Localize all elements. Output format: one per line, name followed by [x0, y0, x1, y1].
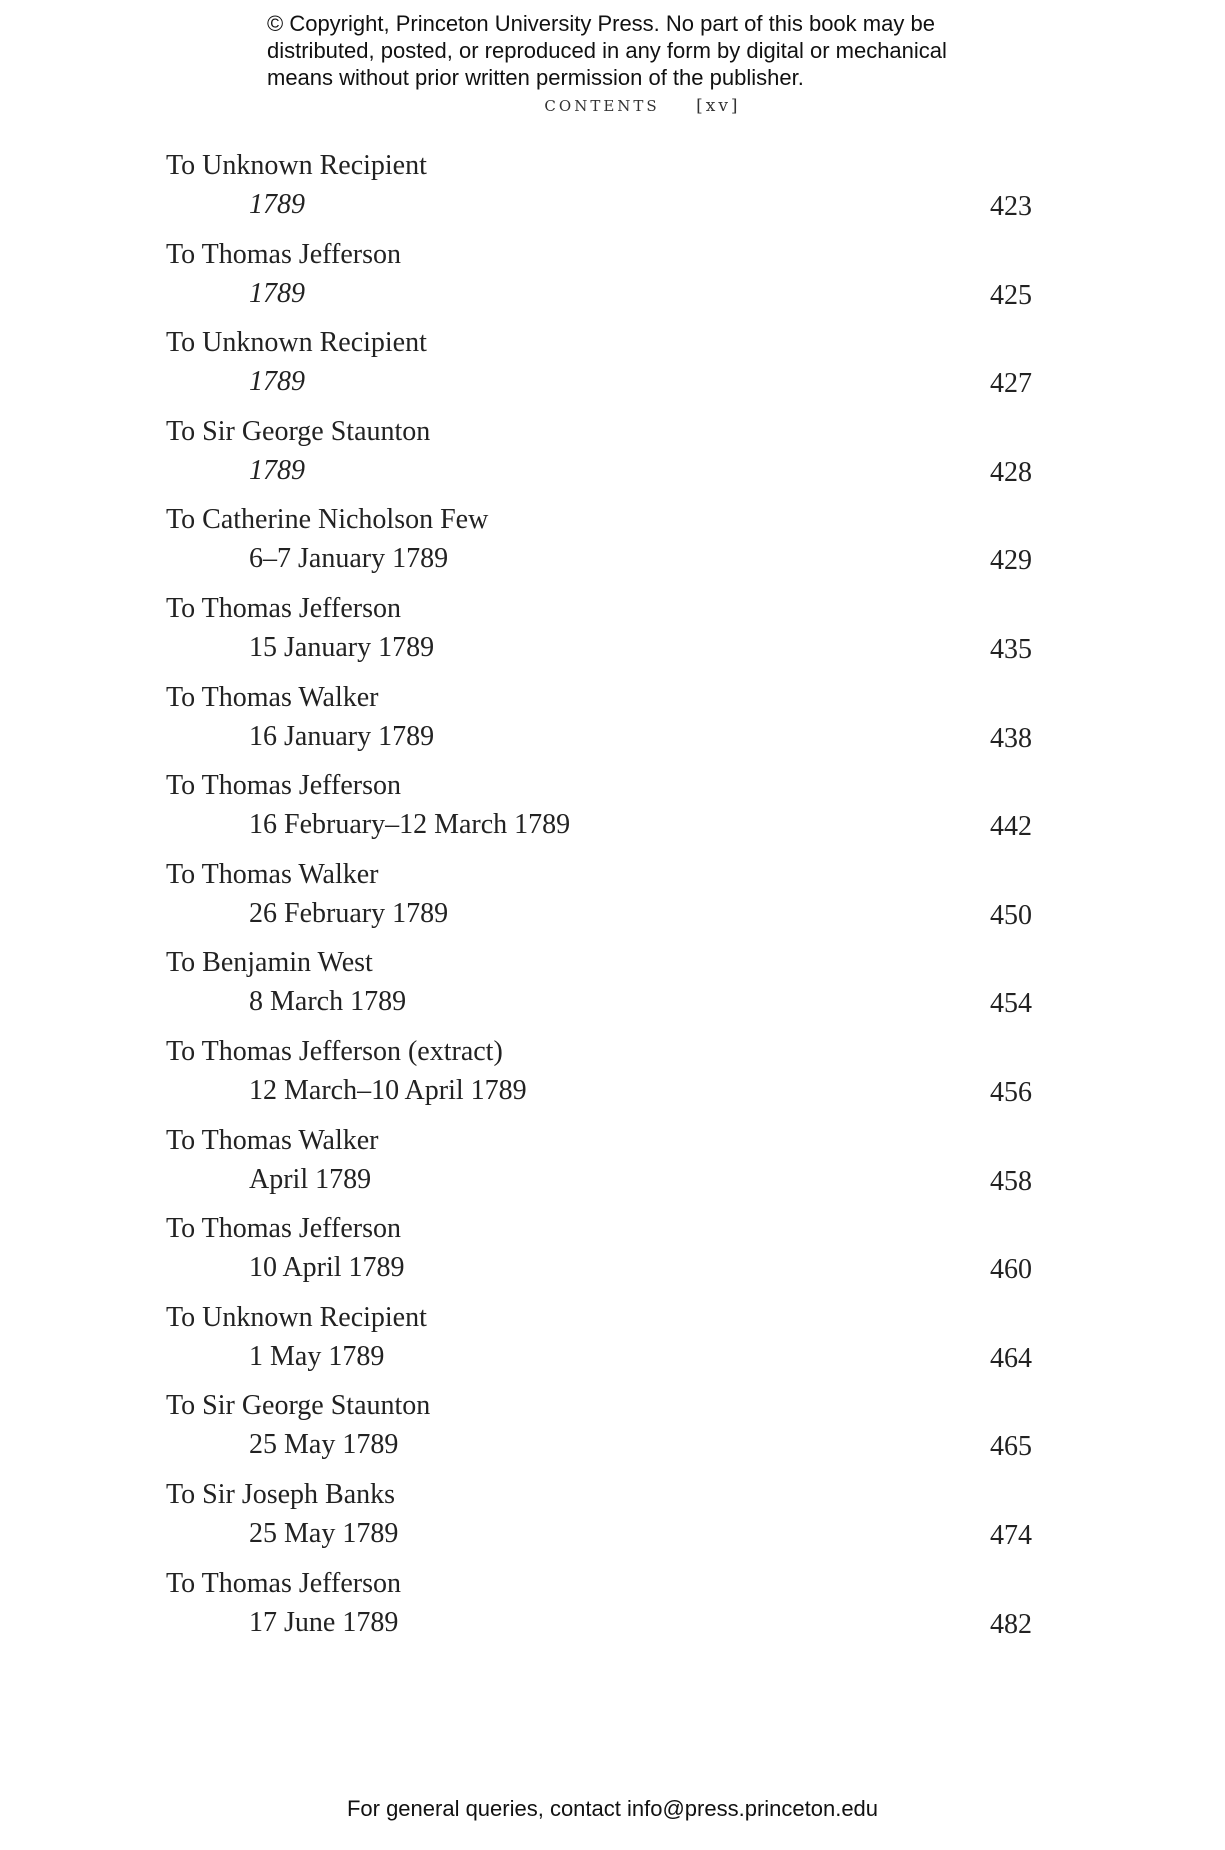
entry-date: 17 June 1789	[249, 1606, 399, 1638]
entry-recipient: To Sir George Staunton	[166, 415, 431, 447]
entry-page-number: 458	[990, 1165, 1032, 1197]
entry-recipient: To Thomas Jefferson (extract)	[166, 1035, 503, 1067]
toc-entry	[166, 235, 1032, 324]
toc-entry	[166, 1298, 1032, 1387]
running-head-title: CONTENTS	[544, 97, 660, 115]
entry-page-number: 438	[990, 722, 1032, 754]
running-head	[0, 96, 1225, 116]
entry-recipient: To Thomas Walker	[166, 858, 379, 890]
entry-date: 8 March 1789	[249, 986, 407, 1018]
running-head-page-number: [xv]	[696, 96, 741, 116]
toc-entry	[166, 323, 1032, 412]
entry-date: 1789	[249, 454, 305, 486]
copyright-notice	[267, 10, 1007, 91]
footer-contact: For general queries, contact info@press.princeton.edu	[346, 1796, 879, 1821]
entry-recipient: To Thomas Walker	[166, 681, 379, 713]
toc-entry	[166, 1475, 1032, 1564]
entry-recipient: To Thomas Jefferson	[166, 238, 401, 270]
entry-page-number: 423	[990, 191, 1032, 222]
entry-date: April 1789	[249, 1163, 372, 1195]
toc-entry	[166, 412, 1032, 501]
toc-entry	[166, 766, 1032, 855]
toc-entry	[166, 146, 1032, 235]
toc-entry	[166, 1564, 1032, 1653]
entry-recipient: To Thomas Jefferson	[166, 770, 401, 802]
copyright-line: distributed, posted, or reproduced in any form by digital or mechanical	[267, 38, 947, 63]
entry-page-number: 450	[990, 899, 1032, 931]
entry-recipient: To Sir Joseph Banks	[166, 1478, 396, 1510]
toc-entry	[166, 678, 1032, 767]
copyright-line: © Copyright, Princeton University Press. No part of this book may be	[267, 11, 935, 36]
entry-page-number: 460	[990, 1254, 1032, 1286]
entry-recipient: To Benjamin West	[166, 947, 373, 979]
entry-date: 16 January 1789	[249, 720, 435, 752]
entry-date: 12 March–10 April 1789	[249, 1074, 527, 1106]
entry-date: 25 May 1789	[249, 1517, 399, 1549]
entry-recipient: To Unknown Recipient	[166, 327, 427, 359]
entry-date: 25 May 1789	[249, 1429, 399, 1461]
entry-page-number: 474	[990, 1519, 1032, 1551]
entry-recipient: To Thomas Jefferson	[166, 1213, 401, 1245]
entry-page-number: 464	[990, 1342, 1032, 1374]
entry-date: 10 April 1789	[249, 1252, 405, 1284]
entry-recipient: To Catherine Nicholson Few	[166, 504, 489, 536]
toc-entry	[166, 1032, 1032, 1121]
entry-page-number: 427	[990, 368, 1032, 400]
entry-date: 6–7 January 1789	[249, 543, 449, 575]
toc-entry	[166, 500, 1032, 589]
entry-date: 26 February 1789	[249, 897, 449, 929]
entry-date: 1 May 1789	[249, 1340, 385, 1372]
entry-page-number: 429	[990, 545, 1032, 577]
entry-page-number: 456	[990, 1076, 1032, 1108]
entry-recipient: To Thomas Jefferson	[166, 1567, 401, 1599]
toc-entry	[166, 589, 1032, 678]
table-of-contents	[166, 146, 1032, 1652]
entry-recipient: To Thomas Walker	[166, 1124, 379, 1156]
entry-recipient: To Thomas Jefferson	[166, 592, 401, 624]
toc-entry	[166, 1209, 1032, 1298]
toc-entry	[166, 855, 1032, 944]
entry-date: 16 February–12 March 1789	[249, 809, 571, 841]
toc-entry	[166, 943, 1032, 1032]
entry-recipient: To Unknown Recipient	[166, 150, 427, 181]
entry-page-number: 442	[990, 811, 1032, 843]
toc-entry	[166, 1386, 1032, 1475]
entry-date: 15 January 1789	[249, 631, 435, 663]
entry-date: 1789	[249, 277, 305, 309]
entry-date: 1789	[249, 366, 305, 398]
toc-entry	[166, 1121, 1032, 1210]
entry-page-number: 435	[990, 633, 1032, 665]
entry-recipient: To Sir George Staunton	[166, 1390, 431, 1422]
entry-page-number: 425	[990, 279, 1032, 311]
copyright-line: means without prior written permission of the publisher.	[267, 65, 804, 90]
entry-recipient: To Unknown Recipient	[166, 1301, 427, 1333]
entry-date: 1789	[249, 189, 305, 220]
entry-page-number: 454	[990, 988, 1032, 1020]
entry-page-number: 428	[990, 456, 1032, 488]
entry-page-number: 482	[990, 1608, 1032, 1640]
entry-page-number: 465	[990, 1431, 1032, 1463]
